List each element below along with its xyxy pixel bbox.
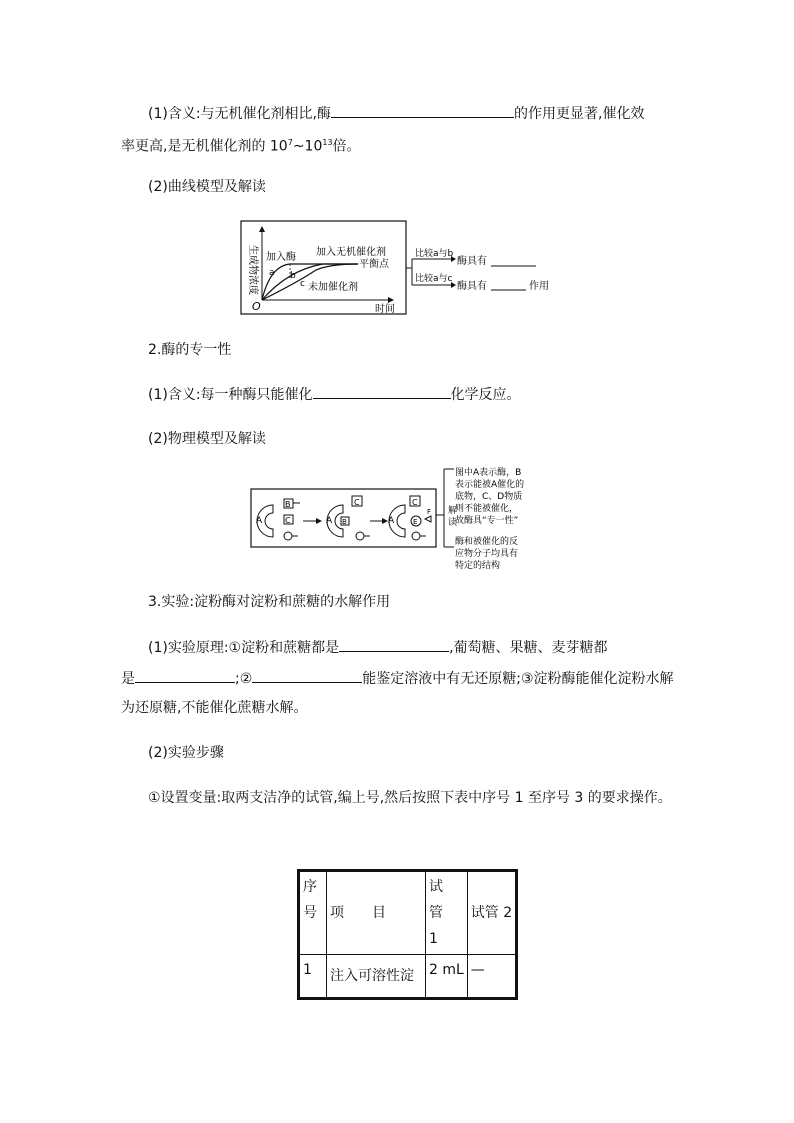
table-row [299, 955, 517, 999]
note2-line: 酶和被催化的反 [455, 537, 519, 547]
table-header-row [299, 871, 517, 955]
section2-title: 2.酶的专一性 [148, 342, 232, 358]
label-compare-ab: 比较a与b [415, 249, 454, 259]
y-axis-label: 生成物浓度 [247, 245, 258, 295]
answer-blank[interactable] [252, 668, 362, 683]
header-tube1: 试管 1 [426, 871, 468, 955]
result2-label: 酶具有 [457, 281, 487, 292]
section3-title: 3.实验:淀粉酶对淀粉和蔗糖的水解作用 [148, 594, 391, 610]
text: ~10 [292, 138, 323, 155]
substrate-label: B [285, 500, 291, 509]
text: 能鉴定溶液中有无还原糖;③淀粉酶能催化淀粉水解 [362, 671, 674, 687]
enzyme-label: A [256, 516, 263, 526]
note1-line: 图中A表示酶，B [455, 468, 522, 478]
para-enzyme-definition-line1 [148, 103, 644, 124]
label-inorganic: 加入无机催化剂 [316, 247, 386, 258]
text: 率更高,是无机催化剂的 10 [121, 138, 288, 155]
note1-line: 故酶具“专一性” [455, 516, 519, 526]
para-principle-line1 [148, 637, 608, 658]
note1-line: 底物，C、D物质 [455, 492, 523, 502]
curve-model-heading: (2)曲线模型及解读 [148, 179, 266, 195]
answer-blank[interactable] [331, 103, 514, 118]
experiment-table [297, 869, 518, 1000]
para-set-variables: ①设置变量:取两支洁净的试管,编上号,然后按照下表中序号 1 至序号 3 的要求操作。 [148, 790, 672, 806]
result1-label: 酶具有 [457, 256, 487, 267]
text: 是 [121, 671, 135, 687]
x-axis-label: 时间 [375, 304, 395, 315]
text: ;② [235, 671, 253, 687]
superscript: 7 [287, 138, 293, 147]
para-principle-line3: 为还原糖,不能催化蔗糖水解。 [121, 700, 308, 716]
para-principle-line2 [121, 668, 674, 689]
svg-text:图中A表示酶，B 表示能被A催化的 底物，C [455, 466, 527, 571]
para-enzyme-definition-line2 [121, 133, 361, 157]
physical-model-heading: (2)物理模型及解读 [148, 431, 266, 447]
curve-model-graph [238, 218, 558, 318]
answer-blank[interactable] [313, 384, 451, 399]
product-f-label: F [427, 508, 432, 516]
substrate-bound-label: B [342, 518, 347, 526]
label-no-catalyst: 未加催化剂 [308, 282, 358, 293]
text: (1)含义:每一种酶只能催化 [148, 387, 313, 403]
text: 倍。 [332, 138, 361, 155]
svg-text:生成物浓度 [247, 245, 260, 295]
result2-tail: 作用 [529, 281, 549, 292]
label-b: b [290, 271, 296, 281]
enzyme-label: A [326, 516, 333, 526]
header-item: 项 目 [327, 871, 426, 955]
header-tube2: 试管 2 [467, 871, 516, 955]
molecule-c-label: C [412, 498, 418, 507]
note2-line: 特定的结构 [455, 561, 501, 571]
experiment-steps-heading: (2)实验步骤 [148, 745, 224, 761]
label-compare-ac: 比较a与c [415, 274, 453, 284]
text: (1)实验原理:①淀粉和蔗糖都是 [148, 640, 340, 656]
cell-tube1: 2 mL [426, 955, 468, 999]
text: 的作用更显著,催化效 [514, 106, 645, 122]
text: ,葡萄糖、果糖、麦芽糖都 [449, 640, 608, 656]
answer-blank[interactable] [339, 637, 449, 652]
enzyme-label: A [388, 516, 395, 526]
header-seq: 序号 [299, 871, 327, 955]
cell-seq: 1 [299, 955, 327, 999]
answer-blank[interactable] [135, 668, 235, 683]
cell-item: 注入可溶性淀 [327, 955, 426, 999]
label-enzyme: 加入酶 [266, 252, 296, 263]
physical-model-diagram [248, 465, 558, 577]
text: 化学反应。 [450, 387, 521, 403]
label-a: a [269, 268, 275, 278]
note1-line: 则不能被催化， [455, 504, 519, 514]
note1-line: 表示能被A催化的 [455, 480, 525, 490]
cell-tube2: — [467, 955, 516, 999]
molecule-c-label: C [354, 498, 360, 507]
text: (1)含义:与无机催化剂相比,酶 [148, 106, 331, 122]
molecule-c-label: C [285, 516, 291, 525]
label-jie: 解 [448, 506, 458, 516]
label-c: c [300, 279, 305, 289]
para-specificity-definition [148, 384, 521, 405]
product-e-label: E [413, 518, 418, 526]
label-du: 读 [448, 518, 458, 528]
note2-line: 应物分子均具有 [455, 549, 519, 559]
origin-label: O [252, 300, 261, 313]
label-equilibrium: 平衡点 [359, 259, 389, 270]
superscript: 13 [322, 138, 333, 147]
